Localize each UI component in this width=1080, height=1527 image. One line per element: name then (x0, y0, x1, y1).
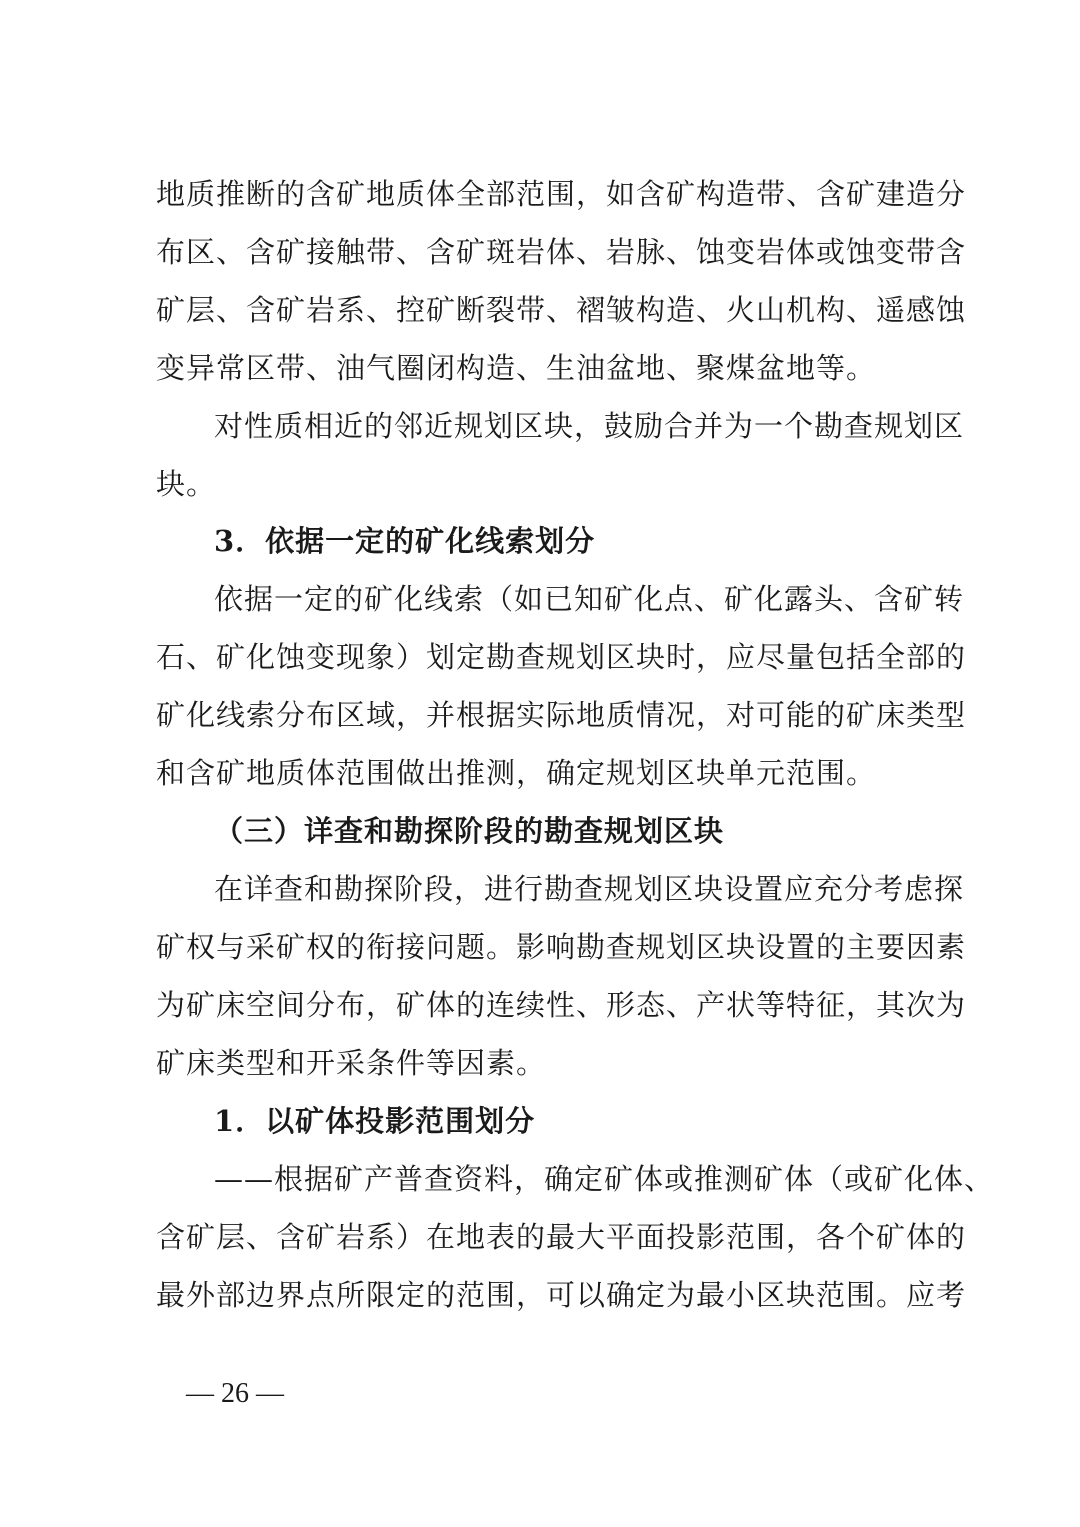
body-text-line: 依据一定的矿化线索（如已知矿化点、矿化露头、含矿转 (214, 582, 965, 616)
section-heading: 1．以矿体投影范围划分 (214, 1104, 536, 1138)
body-text-line: 矿化线索分布区域，并根据实际地质情况，对可能的矿床类型 (156, 698, 967, 732)
section-heading: 3．依据一定的矿化线索划分 (214, 524, 596, 558)
body-text-line: 对性质相近的邻近规划区块，鼓励合并为一个勘查规划区 (214, 409, 965, 443)
body-text-line: 矿权与采矿权的衔接问题。影响勘查规划区块设置的主要因素 (156, 930, 967, 964)
body-text-line: 矿层、含矿岩系、控矿断裂带、褶皱构造、火山机构、遥感蚀 (156, 293, 967, 327)
body-text-line: ——根据矿产普查资料，确定矿体或推测矿体（或矿化体、 (214, 1162, 995, 1196)
body-text-line: 为矿床空间分布，矿体的连续性、形态、产状等特征，其次为 (156, 988, 967, 1022)
body-text-line: 石、矿化蚀变现象）划定勘查规划区块时，应尽量包括全部的 (156, 640, 967, 674)
page-number: — 26 — (186, 1378, 284, 1409)
body-text-line: 和含矿地质体范围做出推测，确定规划区块单元范围。 (156, 756, 877, 790)
body-text-line: 矿床类型和开采条件等因素。 (156, 1046, 547, 1080)
body-text-line: 在详查和勘探阶段，进行勘查规划区块设置应充分考虑探 (214, 872, 965, 906)
body-text-line: 最外部边界点所限定的范围，可以确定为最小区块范围。应考 (156, 1278, 967, 1312)
body-text-line: 变异常区带、油气圈闭构造、生油盆地、聚煤盆地等。 (156, 351, 877, 385)
body-text-line: 地质推断的含矿地质体全部范围，如含矿构造带、含矿建造分 (156, 177, 967, 211)
body-text-line: 布区、含矿接触带、含矿斑岩体、岩脉、蚀变岩体或蚀变带含 (156, 235, 967, 269)
body-text-line: 块。 (156, 467, 217, 501)
section-heading: （三）详查和勘探阶段的勘查规划区块 (214, 814, 725, 848)
body-text-line: 含矿层、含矿岩系）在地表的最大平面投影范围，各个矿体的 (156, 1220, 967, 1254)
